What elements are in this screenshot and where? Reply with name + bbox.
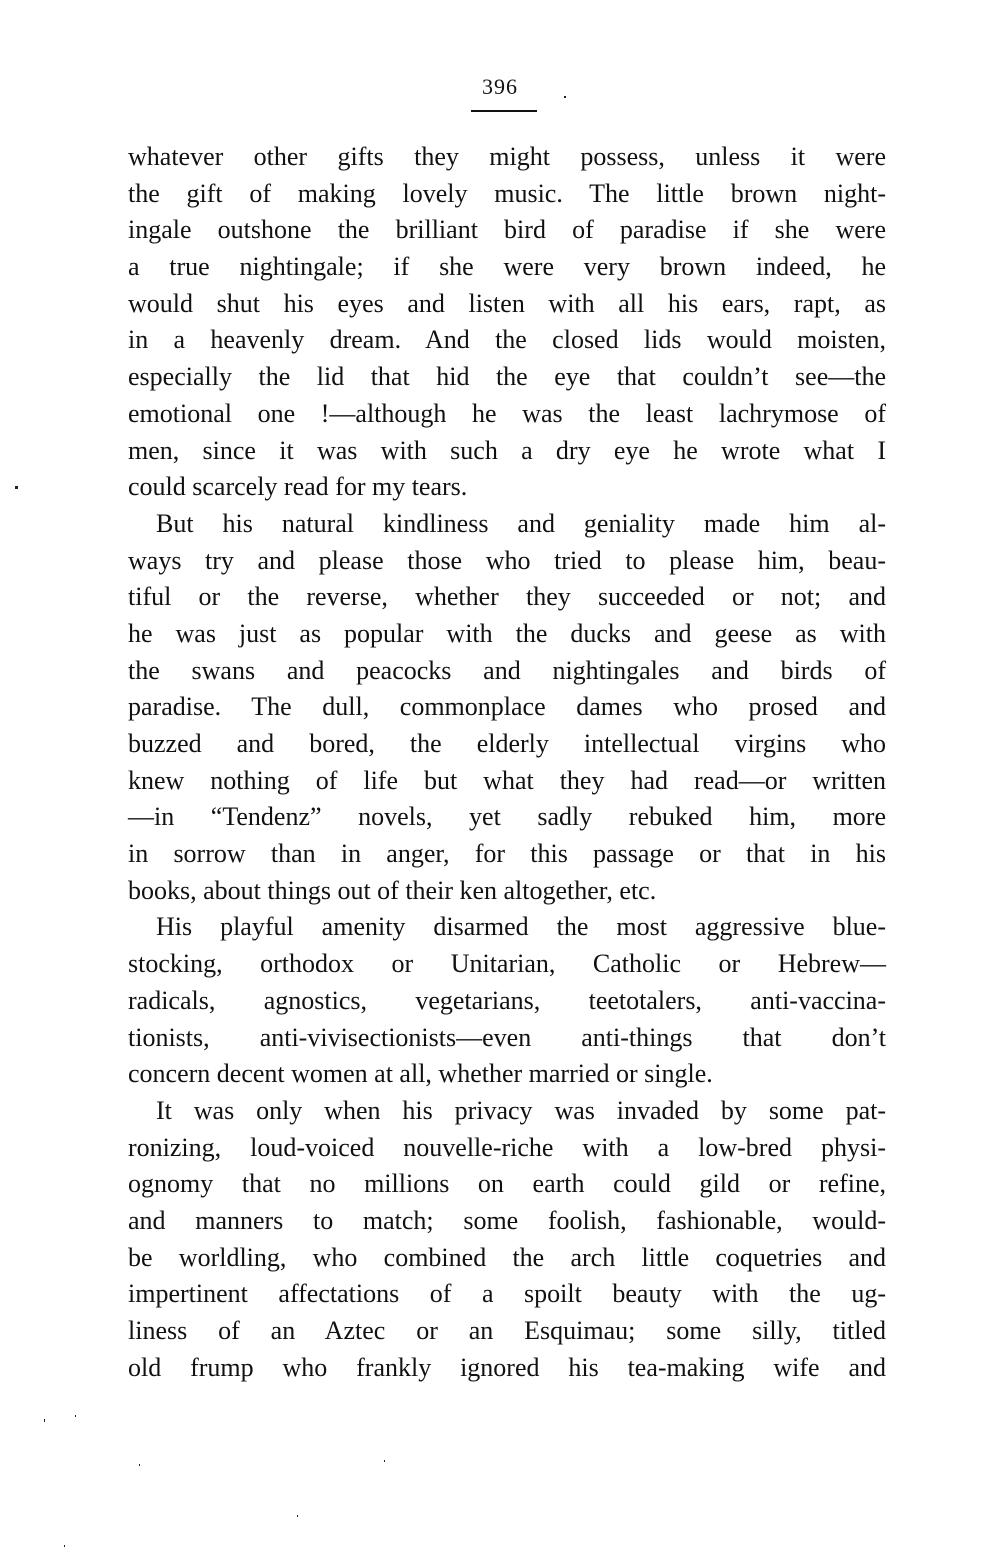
paragraph (128, 1093, 886, 1387)
text-line: ingale outshone the brilliant bird of paradise if she were (128, 215, 886, 245)
text-line: paradise. The dull, commonplace dames who prosed and (128, 692, 886, 722)
text-line: impertinent affectations of a spoilt beauty with the ug- (128, 1279, 886, 1309)
text-line: be worldling, who combined the arch little coquetries and (128, 1242, 886, 1272)
scan-speck (384, 1460, 385, 1462)
scan-speck (64, 1545, 65, 1547)
text-line: liness of an Aztec or an Esquimau; some silly, titled (128, 1316, 886, 1345)
text-line: especially the lid that hid the eye that couldn’t see—the (128, 362, 886, 392)
paragraph (128, 909, 886, 1092)
text-line: men, since it was with such a dry eye he wrote what I (128, 435, 886, 465)
body-text (128, 139, 886, 1386)
text-line: knew nothing of life but what they had read—or written (128, 765, 886, 795)
text-line: could scarcely read for my tears. (128, 472, 468, 502)
text-line: ognomy that no millions on earth could gild or refine, (128, 1169, 886, 1199)
scan-speck (44, 1419, 45, 1422)
text-line: and manners to match; some foolish, fashionable, would- (128, 1205, 886, 1235)
text-line: tionists, anti-vivisectionists—even anti-things that don’t (128, 1022, 886, 1052)
paragraph (128, 139, 886, 506)
text-line: It was only when his privacy was invaded by some pat- (156, 1095, 886, 1125)
text-line: ways try and please those who tried to please him, beau- (128, 545, 886, 575)
text-line: tiful or the reverse, whether they succeeded or not; and (128, 582, 886, 612)
text-line: buzzed and bored, the elderly intellectual virgins who (128, 729, 886, 758)
scan-speck (297, 1515, 298, 1517)
scan-speck (15, 486, 18, 489)
text-line: books, about things out of their ken altogether, etc. (128, 875, 657, 905)
text-line: But his natural kindliness and geniality made him al- (156, 508, 886, 538)
text-line: a true nightingale; if she were very brown indeed, he (128, 252, 886, 282)
text-line: old frump who frankly ignored his tea-making wife and (128, 1352, 886, 1382)
text-line: the gift of making lovely music. The little brown night- (128, 178, 886, 208)
page-number-rule (471, 110, 537, 112)
text-line: concern decent women at all, whether married or single. (128, 1059, 713, 1089)
text-line: stocking, orthodox or Unitarian, Catholic or Hebrew— (128, 949, 886, 979)
paragraph (128, 506, 886, 910)
page-number: 396 (482, 74, 518, 99)
scan-speck (564, 96, 566, 98)
text-line: radicals, agnostics, vegetarians, teetotalers, anti-vaccina- (128, 985, 886, 1015)
text-line: whatever other gifts they might possess, unless it were (128, 142, 886, 171)
scan-speck (139, 1464, 140, 1466)
text-line: ronizing, loud-voiced nouvelle-riche with a low-bred physi- (128, 1132, 886, 1162)
scan-speck (75, 1415, 76, 1417)
text-line: emotional one !—although he was the least lachrymose of (128, 398, 886, 428)
text-line: the swans and peacocks and nightingales and birds of (128, 655, 886, 685)
text-line: in sorrow than in anger, for this passage or that in his (128, 839, 886, 869)
text-line: would shut his eyes and listen with all his ears, rapt, as (128, 288, 886, 318)
text-line: he was just as popular with the ducks and geese as with (128, 618, 886, 648)
text-line: —in “Tendenz” novels, yet sadly rebuked him, more (128, 802, 886, 832)
text-line: His playful amenity disarmed the most aggressive blue- (156, 912, 886, 942)
text-line: in a heavenly dream. And the closed lids would moisten, (128, 325, 886, 355)
